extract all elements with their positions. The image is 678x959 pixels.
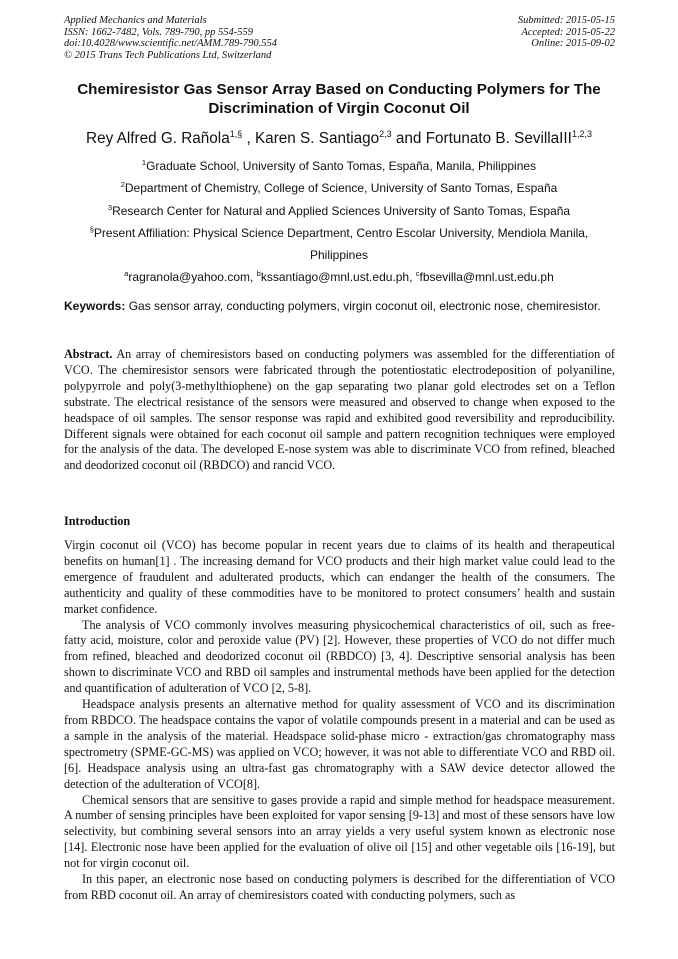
affiliation-2 bbox=[70, 177, 608, 199]
intro-paragraph: In this paper, an electronic nose based on conducting polymers is described for the differentiation of VCO from RBD coconut oil. An array of chemiresistors coated with conducting polymers, such as bbox=[64, 872, 615, 902]
affiliation-3 bbox=[70, 200, 608, 222]
email-c: fbsevilla@mnl.ust.edu.ph bbox=[419, 270, 554, 285]
affiliation-4-text: Present Affiliation: Physical Science Department, Centro Escolar University, Mendiola Manila, Philippines bbox=[93, 225, 589, 263]
author-emails bbox=[70, 266, 608, 288]
paper-title-line-2: Discrimination of Virgin Coconut Oil bbox=[208, 100, 470, 117]
journal-header-right bbox=[375, 15, 615, 50]
accepted-date: Accepted: 2015-05-22 bbox=[521, 26, 615, 38]
paper-title-line-1: Chemiresistor Gas Sensor Array Based on Conducting Polymers for The bbox=[77, 81, 601, 98]
affiliation-3-mark: 3 bbox=[107, 202, 113, 212]
affiliation-2-mark: 2 bbox=[120, 180, 125, 190]
affiliation-4 bbox=[70, 222, 608, 267]
email-a: ragranola@yahoo.com, bbox=[128, 270, 257, 285]
email-c-mark: c bbox=[415, 269, 420, 279]
affiliation-1-text: Graduate School, University of Santo Tomas, España, Manila, Philippines bbox=[146, 159, 537, 173]
author-2-name: , Karen S. Santiago bbox=[242, 130, 380, 147]
journal-header-left bbox=[64, 15, 394, 61]
intro-paragraph: The analysis of VCO commonly involves measuring physicochemical characteristics of oil, such as free-fatty acid, moisture, color and peroxide value (PV) [2]. However, these properties of VCO do not differ much from refined, bleached and deodorized coconut oil (RBDCO) [3, 4]. Descriptive sensorial analysis has been shown to discriminate VCO and RBD oil samples and instrumental methods have been applied for the detection and quantification of adulteration of VCO [2, 5-8]. bbox=[64, 617, 615, 696]
introduction-body bbox=[64, 538, 615, 904]
affiliation-1 bbox=[70, 155, 608, 177]
online-date: Online: 2015-09-02 bbox=[531, 38, 615, 50]
intro-paragraph: Headspace analysis presents an alternative method for quality assessment of VCO and its discrimination from RBDCO. The headspace contains the vapor of volatile compounds present in a material and can be used as a sample in the analysis of the material. Headspace solid-phase micro - extraction/gas chromatography mass spectrometry (SPME-GC-MS) was applied on VCO; however, it was not able to differentiate VCO and RBD oil. [6]. Headspace analysis using an ultra-fast gas chromatography with a SAW device detector allowed the detection of the adulteration of VCO[8]. bbox=[64, 697, 615, 791]
paper-title bbox=[40, 80, 638, 118]
keywords-label: Keywords: bbox=[64, 299, 126, 313]
affiliation-list bbox=[70, 155, 608, 289]
email-a-mark: a bbox=[124, 269, 129, 279]
journal-doi: doi:10.4028/www.scientific.net/AMM.789-790.554 bbox=[64, 38, 277, 50]
affiliation-1-mark: 1 bbox=[141, 158, 147, 167]
author-3-name: and Fortunato B. SevillaIII bbox=[391, 130, 572, 147]
keywords-section bbox=[64, 298, 615, 314]
abstract-label: Abstract. bbox=[64, 347, 113, 361]
abstract-text: An array of chemiresistors based on conducting polymers was assembled for the differentiation of VCO. The chemiresistor sensors were fabricated through the potentiostatic electrodeposition of polyaniline, polypyrrole and poly(3-methylthiophene) on the gap separating two planar gold electrodes set on a Teflon substrate. The electrical resistance of the sensors were measured and observed to change when exposed to the headspace of oil samples. The sensor response was rapid and exhibited good reversibility and reproducibility. Different signals were obtained for each coconut oil sample and pattern recognition techniques were employed for the analysis of the data. The developed E-nose system was able to discriminate VCO from refined, bleached and deodorized coconut oil (RBDCO) and rancid VCO. bbox=[64, 347, 615, 473]
introduction-heading: Introduction bbox=[64, 514, 131, 528]
affiliation-3-text: Research Center for Natural and Applied Sciences University of Santo Tomas, España bbox=[112, 203, 571, 218]
affiliation-2-text: Department of Chemistry, College of Science, University of Santo Tomas, España bbox=[124, 181, 558, 196]
author-2-affiliation-mark: 2,3 bbox=[379, 129, 392, 139]
intro-paragraph: Chemical sensors that are sensitive to gases provide a rapid and simple method for headspace measurement. A number of sensing principles have been exploited for vapor sensing [9-13] and most of these sensors have low selectivity, but combining several sensors into an array yields a very useful system known as electronic nose [14]. Electronic nose have been applied for the evaluation of olive oil [15] and other vegetable oils [16-19], but not for virgin coconut oil. bbox=[64, 792, 615, 871]
author-1-name: Rey Alfred G. Rañola bbox=[86, 130, 230, 147]
email-b-mark: b bbox=[256, 269, 261, 279]
affiliation-4-mark: § bbox=[89, 224, 94, 234]
email-b: kssantiago@mnl.ust.edu.ph, bbox=[260, 270, 416, 285]
author-list bbox=[20, 130, 658, 148]
journal-copyright: © 2015 Trans Tech Publications Ltd, Switzerland bbox=[64, 49, 272, 61]
journal-issn: ISSN: 1662-7482, Vols. 789-790, pp 554-559 bbox=[64, 26, 253, 38]
keywords-text: Gas sensor array, conducting polymers, virgin coconut oil, electronic nose, chemiresistor. bbox=[125, 299, 601, 313]
author-3-affiliation-mark: 1,2,3 bbox=[571, 129, 592, 139]
abstract-section bbox=[64, 347, 615, 474]
journal-name: Applied Mechanics and Materials bbox=[64, 15, 207, 26]
intro-paragraph: Virgin coconut oil (VCO) has become popular in recent years due to claims of its health and therapeutical benefits on human[1] . The increasing demand for VCO products and their high market value could lead to the emergence of fraudulent and adulterated products, which can endanger the health of the consumers. The authenticity and quality of these commodities have to be monitored to protect consumers’ health and sustain market confidence. bbox=[64, 538, 615, 616]
author-1-affiliation-mark: 1,§ bbox=[229, 129, 243, 139]
submitted-date: Submitted: 2015-05-15 bbox=[517, 15, 615, 26]
